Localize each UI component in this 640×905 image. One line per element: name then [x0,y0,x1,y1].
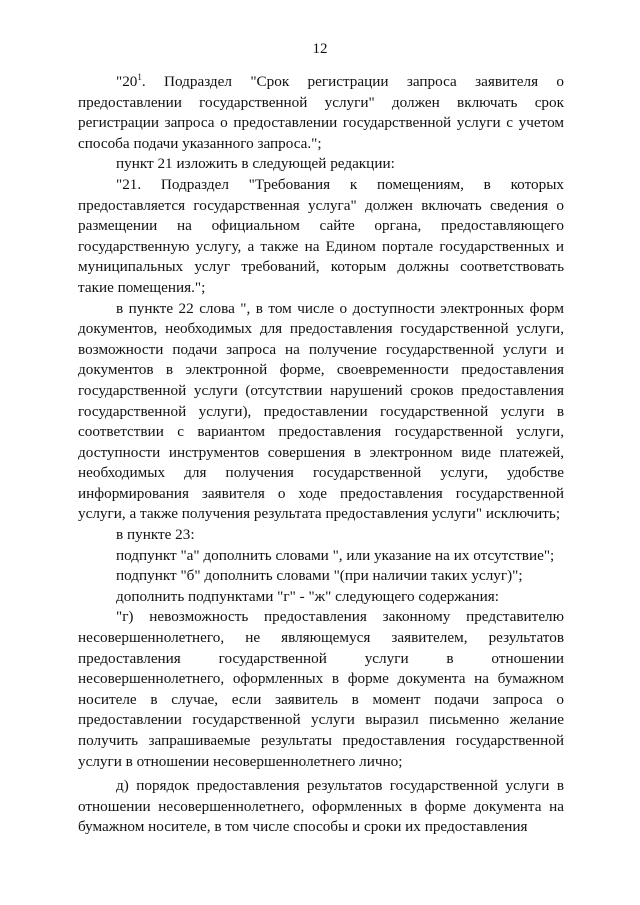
paragraph-prefix: "20 [116,73,138,90]
page-number: 12 [312,41,328,57]
document-body [78,72,564,838]
paragraph-text: . Подраздел "Срок регистрации запроса заявителя о предоставлении государственной услуги" должен включать срок регистрации запроса о предоставлении государственной услуги с учетом способа подачи указанного запроса."; [78,73,564,152]
paragraph-item-22: в пункте 22 слова ", в том числе о доступности электронных форм документов, необходимых для предоставления государственной услуги, возможности подачи запроса на получение государственной услуги и документов в электронной форме, своевременности предоставления государственной услуги (отсутствии нарушений сроков предоставления государственной услуги), предоставлении государственной услуги в соответствии с вариантом предоставления государственной услуги, доступности инструментов совершения в электронном виде платежей, необходимых для получения государственной услуги, удобстве информирования заявителя о ходе предоставления государственной услуги, а также получения результата предоставления услуги" исключить; [78,299,564,523]
paragraph-item-23-intro: в пункте 23: [116,526,195,544]
paragraph-subitem-a: подпункт "а" дополнить словами ", или указание на их отсутствие"; [116,546,555,564]
paragraph-subsection-20-1 [78,72,564,154]
paragraph-subitem-g: "г) невозможность предоставления законному представителю несовершеннолетнего, не являющемуся заявителем, результатов предоставления государственной услуги в отношении несовершеннолетнего, оформленных в форме документа на бумажном носителе в случае, если заявитель в момент подачи запроса о предоставлении государственной услуги выразил письменно желание получить запрашиваемые результаты предоставления государственной услуги в отношении несовершеннолетнего лично; [78,608,564,770]
superscript-index: 1 [137,72,142,82]
paragraph-add-subitems: дополнить подпунктами "г" - "ж" следующего содержания: [116,587,500,605]
paragraph-item-21-intro: пункт 21 изложить в следующей редакции: [116,155,395,173]
paragraph-subitem-b: подпункт "б" дополнить словами "(при наличии таких услуг)"; [116,567,523,585]
paragraph-item-21: "21. Подраздел "Требования к помещениям, в которых предоставляется государственная услуга" должен включать сведения о размещении на официальном сайте органа, предоставляющего государственную услугу, а также на Едином портале государственных и муниципальных услуг требований, которым должны соответствовать такие помещения."; [78,175,564,296]
paragraph-subitem-d: д) порядок предоставления результатов государственной услуги в отношении несовершеннолетнего, оформленных в форме документа на бумажном носителе, в том числе способы и сроки их предоставления [78,777,564,836]
